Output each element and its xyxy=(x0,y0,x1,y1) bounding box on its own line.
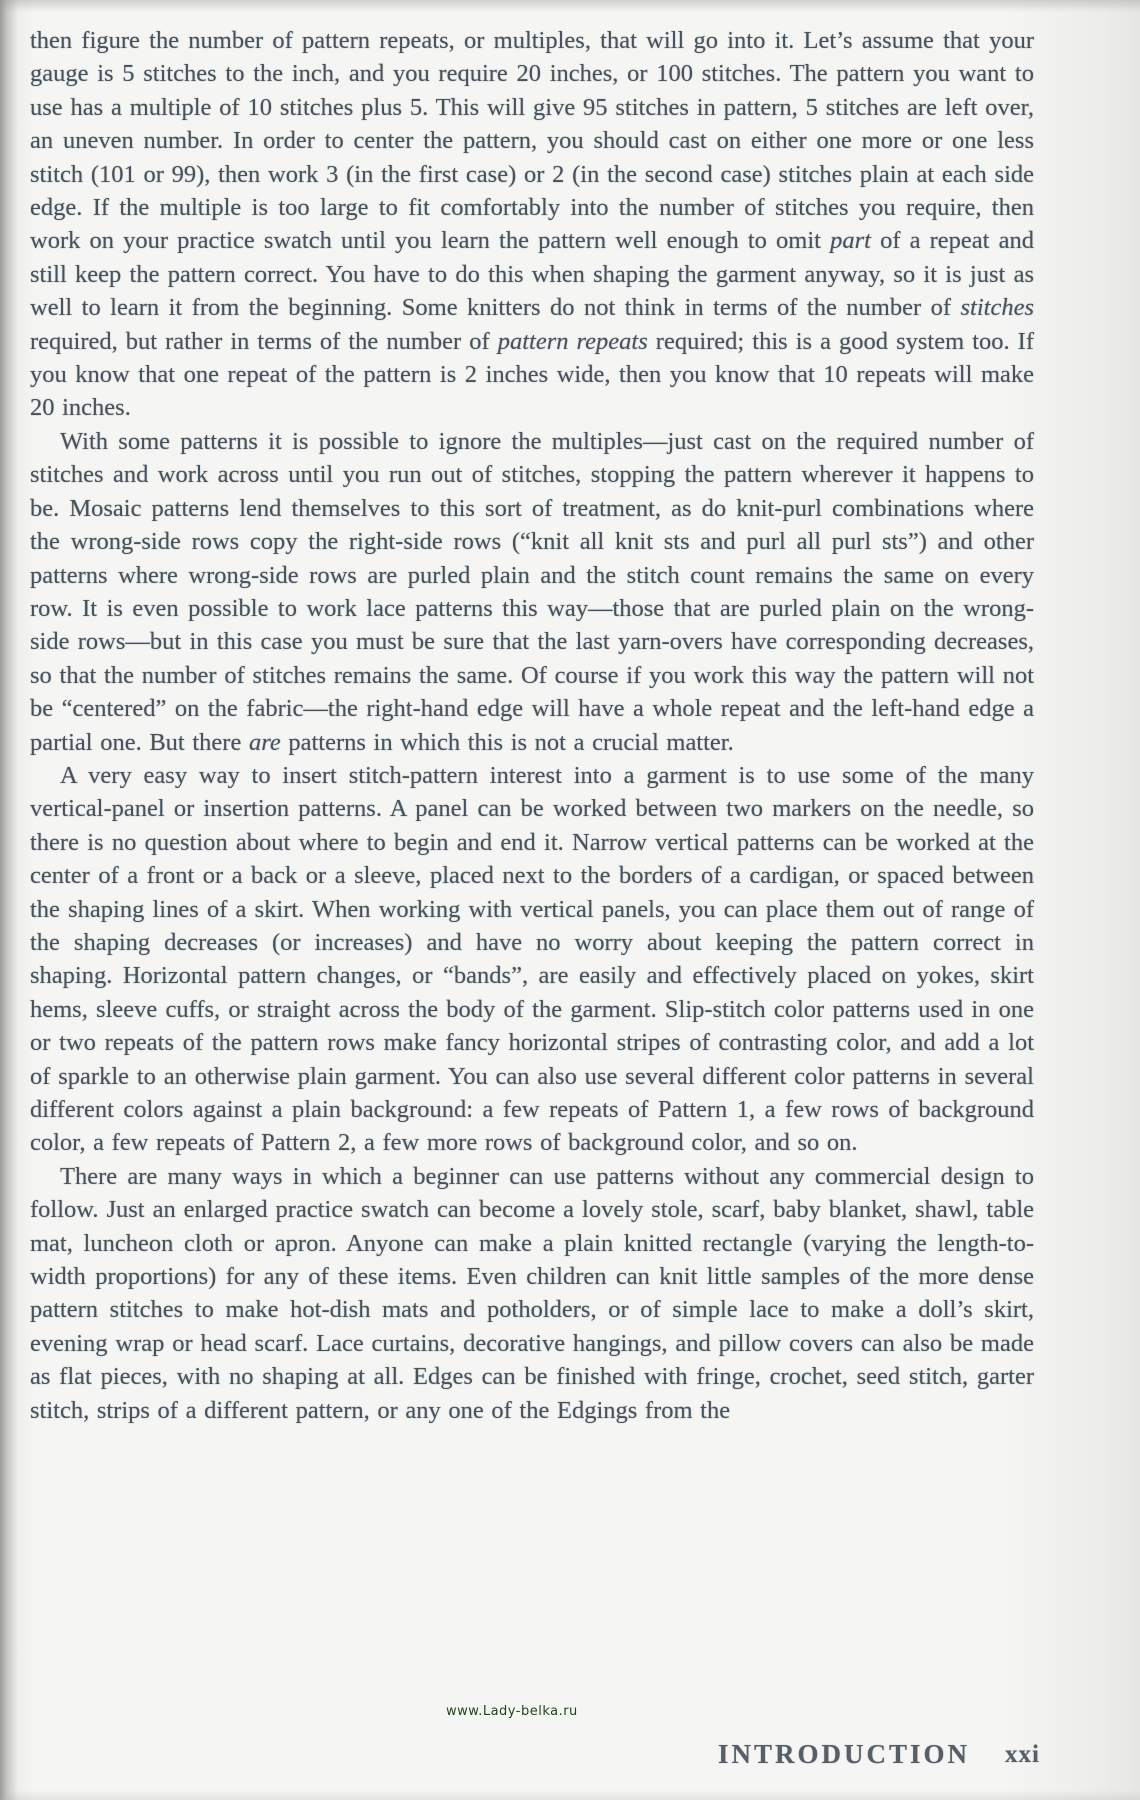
body-text xyxy=(30,24,1034,1427)
footer-section-title: INTRODUCTION xyxy=(718,1739,971,1769)
paragraph: There are many ways in which a beginner can use patterns without any commercial design to follow. Just an enlarged practice swatch can become a lovely stole, scarf, baby blanket, shawl, table mat, luncheon cloth or apron. Anyone can make a plain knitted rectangle (varying the length-to-width proportions) for any of these items. Even children can knit little samples of the more dense pattern stitches to make hot-dish mats and potholders, or of simple lace to make a doll’s skirt, evening wrap or head scarf. Lace curtains, decorative hangings, and pillow covers can also be made as flat pieces, with no shaping at all. Edges can be finished with fringe, crochet, seed stitch, garter stitch, strips of a different pattern, or any one of the Edgings from the xyxy=(30,1162,1034,1424)
paragraph: then figure the number of pattern repeats, or multiples, that will go into it. Let’s assume that your gauge is 5 stitches to the inch, and you require 20 inches, or 100 stitches. The pattern you want to use has a multiple of 10 stitches plus 5. This will give 95 stitches in pattern, 5 stitches are left over, an uneven number. In order to center the pattern, you should cast on either one more or one less stitch (101 or 99), then work 3 (in the first case) or 2 (in the second case) stitches plain at each side edge. If the multiple is too large to fit comfortably into the number of stitches you require, then work on your practice swatch until you learn the pattern well enough to omit part of a repeat and still keep the pattern correct. You have to do this when shaping the garment anyway, so it is just as well to learn it from the beginning. Some knitters do not think in terms of the number of stitches required, but rather in terms of the number of pattern repeats required; this is a good system too. If you know that one repeat of the pattern is 2 inches wide, then you know that 10 repeats will make 20 inches. xyxy=(30,27,1034,422)
footer-page-number: xxi xyxy=(1005,1741,1040,1768)
paragraph: A very easy way to insert stitch-pattern interest into a garment is to use some of the many vertical-panel or insertion patterns. A panel can be worked between two markers on the needle, so there is no question about where to begin and end it. Narrow vertical patterns can be worked at the center of a front or a back or a sleeve, placed next to the borders of a cardigan, or spaced between the shaping lines of a skirt. When working with vertical panels, you can place them out of range of the shaping decreases (or increases) and have no worry about keeping the pattern correct in shaping. Horizontal pattern changes, or “bands”, are easily and effectively placed on yokes, skirt hems, sleeve cuffs, or straight across the body of the garment. Slip-stitch color patterns used in one or two repeats of the pattern rows make fancy horizontal stripes of contrasting color, and add a lot of sparkle to an otherwise plain garment. You can also use several different color patterns in several different colors against a plain background: a few repeats of Pattern 1, a few rows of background color, a few repeats of Pattern 2, a few more rows of background color, and so on. xyxy=(30,761,1034,1157)
paragraph: With some patterns it is possible to ignore the multiples—just cast on the required number of stitches and work across until you run out of stitches, stopping the pattern wherever it happens to be. Mosaic patterns lend themselves to this sort of treatment, as do knit-purl combinations where the wrong-side rows copy the right-side rows (“knit all knit sts and purl all purl sts”) and other patterns where wrong-side rows are purled plain and the stitch count remains the same on every row. It is even possible to work lace patterns this way—those that are purled plain on the wrong-side rows—but in this case you must be sure that the last yarn-overs have corresponding decreases, so that the number of stitches remains the same. Of course if you work this way the pattern will not be “centered” on the fabric—the right-hand edge will have a whole repeat and the left-hand edge a partial one. But there are patterns in which this is not a crucial matter. xyxy=(30,427,1034,756)
watermark-url: www.Lady-belka.ru xyxy=(446,1704,578,1719)
